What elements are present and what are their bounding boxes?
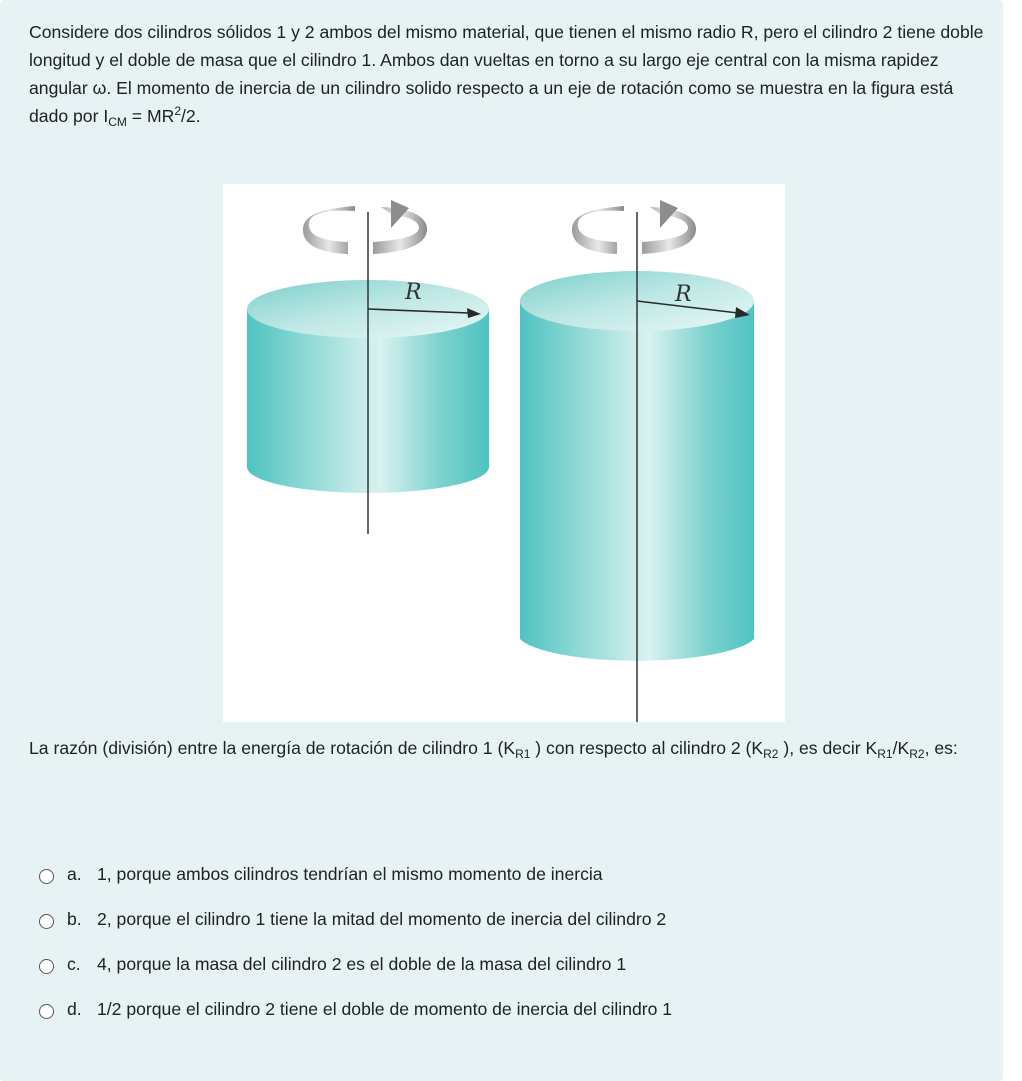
rotation-arrow-2-icon (572, 200, 696, 254)
prompt-part-6: , es: (924, 738, 958, 758)
radius-label-2: R (675, 282, 692, 307)
radio-button[interactable] (39, 914, 54, 929)
answer-letter: a. (67, 864, 82, 884)
answer-options (39, 864, 672, 1044)
question-prompt (29, 733, 989, 763)
prompt-part-4: K (865, 738, 878, 758)
prompt-sub-3: R1 (877, 747, 893, 761)
cylinder-2 (520, 200, 754, 722)
prompt-sub-2: R2 (763, 747, 779, 761)
answer-text[interactable]: 1/2 porque el cilindro 2 tiene el doble de momento de inercia del cilindro 1 (97, 999, 673, 1019)
answer-text[interactable]: 4, porque la masa del cilindro 2 es el doble de la masa del cilindro 1 (97, 954, 627, 974)
answer-option-c[interactable] (39, 954, 672, 999)
answer-letter: c. (67, 954, 81, 974)
answer-option-d[interactable] (39, 999, 672, 1044)
rotation-arrow-1-icon (303, 200, 427, 254)
prompt-sub-1: R1 (515, 747, 531, 761)
prompt-part-3: ), es decir (778, 738, 866, 758)
formula-end: /2. (181, 106, 201, 126)
formula-superscript: 2 (174, 104, 182, 118)
answer-letter: b. (67, 909, 82, 929)
prompt-sub-4: R2 (909, 747, 925, 761)
radio-button[interactable] (39, 1004, 54, 1019)
formula-middle: = MR (126, 106, 175, 126)
answer-option-b[interactable] (39, 909, 672, 954)
radius-label-1: R (405, 280, 422, 305)
answer-option-a[interactable] (39, 864, 672, 909)
cylinders-figure (223, 184, 785, 722)
formula-subscript: CM (108, 115, 127, 129)
cylinder-1 (247, 200, 489, 534)
page-edge (1003, 0, 1022, 1081)
radio-button[interactable] (39, 959, 54, 974)
answer-text[interactable]: 2, porque el cilindro 1 tiene la mitad del momento de inercia del cilindro 2 (97, 909, 667, 929)
answer-letter: d. (67, 999, 82, 1019)
answer-text[interactable]: 1, porque ambos cilindros tendrían el mismo momento de inercia (97, 864, 603, 884)
radio-button[interactable] (39, 869, 54, 884)
question-text (29, 18, 989, 130)
question-paragraph: Considere dos cilindros sólidos 1 y 2 ambos del mismo material, que tienen el mismo radio R, pero el cilindro 2 tiene doble longitud y el doble de masa que el cilindro 1. Ambos dan vueltas en torno a su largo eje central con la misma rapidez angular ω. El momento de inercia de un cilindro solido respecto a un eje de rotación como se muestra en la figura está dado por (29, 22, 984, 126)
prompt-part-1: La razón (división) entre la energía de rotación de cilindro 1 (K (29, 738, 516, 758)
prompt-part-2: ) con respecto al cilindro 2 (K (530, 738, 764, 758)
formula-symbol: I (103, 106, 109, 126)
prompt-part-5: /K (892, 738, 910, 758)
